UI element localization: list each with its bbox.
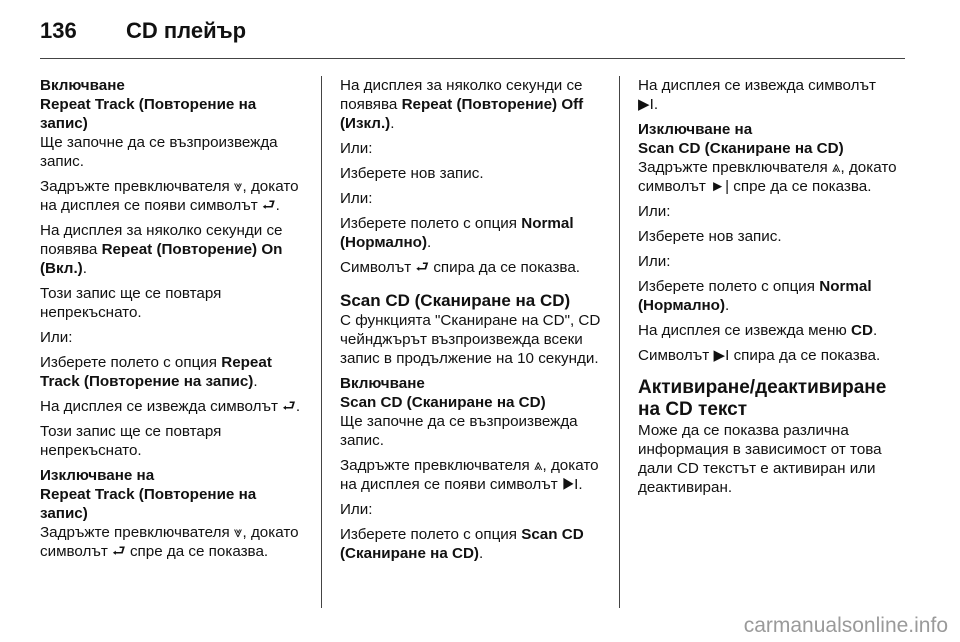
paragraph: Задръжте превключвателя ⩓, докато символът ►| спре да се показва. [638,159,897,195]
page-number: 136 [40,18,77,43]
knob-down-icon: ⩔ [233,178,243,195]
subheading: Repeat Track (Повторение на запис) [40,486,257,522]
repeat-icon: ⮐ [282,398,296,415]
paragraph: Или: [340,190,373,207]
knob-down-icon: ⩔ [233,524,243,541]
scan-icon: ▶I [638,96,654,113]
paragraph: Символът ⮐ спира да се показва. [340,259,580,276]
page-title: CD плейър [126,18,247,43]
paragraph: Изберете полето с опция Scan CD (Сканиране на CD). [340,526,584,562]
paragraph: Изберете нов запис. [638,228,782,245]
play-next-icon: ►| [710,178,730,195]
section-heading: Scan CD (Сканиране на CD) [340,291,571,310]
paragraph: На дисплея се извежда меню CD. [638,322,878,339]
paragraph: На дисплея се извежда символът ⮐. [40,398,301,415]
paragraph: На дисплея се извежда символът ▶I. [638,77,876,113]
paragraph: Задръжте превключвателя ⩓, докато на дисплея се появи символът ▶I. [340,457,599,493]
scan-icon: ▶I [561,476,579,493]
paragraph: Изберете нов запис. [340,165,484,182]
paragraph: Ще започне да се възпроизвежда запис. [40,134,278,170]
paragraph: Задръжте превключвателя ⩔, докато на дисплея се появи символът ⮐. [40,178,299,214]
paragraph: С функцията "Сканиране на CD", CD чейнджърът възпроизвежда всеки запис в продължение на 10 секунди. [340,312,601,367]
knob-up-icon: ⩓ [831,159,841,176]
column-1 [40,76,308,567]
repeat-icon: ⮐ [415,259,430,276]
column-divider-2 [619,76,620,608]
subheading: Изключване на [40,467,155,484]
section-heading: Активиране/деактивиране на CD текст [638,377,887,420]
subheading: Включване [40,77,125,94]
paragraph: Този запис ще се повтаря непрекъснато. [40,423,222,459]
watermark: carmanualsonline.info [743,614,948,637]
paragraph: Може да се показва различна информация в зависимост от това дали CD текстът е активиран или деактивиран. [638,422,882,496]
paragraph: Или: [340,140,373,157]
paragraph: Или: [638,253,671,270]
column-2 [340,76,608,569]
column-3 [638,76,900,503]
subheading: Scan CD (Сканиране на CD) [340,394,546,411]
header-divider [40,58,905,59]
paragraph: Изберете полето с опция Normal (Нормално). [340,215,574,251]
paragraph: Символът ▶I спира да се показва. [638,347,881,364]
paragraph: На дисплея за няколко секунди се появява Repeat (Повторение) Off (Изкл.). [340,77,584,132]
column-divider-1 [321,76,322,608]
paragraph: Ще започне да се възпроизвежда запис. [340,413,578,449]
paragraph: Задръжте превключвателя ⩔, докато символът ⮐ спре да се показва. [40,524,299,560]
knob-up-icon: ⩓ [533,457,543,474]
subheading: Включване [340,375,425,392]
subheading: Изключване на [638,121,753,138]
subheading: Scan CD (Сканиране на CD) [638,140,844,157]
repeat-icon: ⮐ [261,197,276,214]
paragraph: Изберете полето с опция Normal (Нормално). [638,278,872,314]
paragraph: На дисплея за няколко секунди се появява Repeat (Повторение) On (Вкл.). [40,222,283,277]
scan-icon: ▶I [713,347,730,364]
paragraph: Този запис ще се повтаря непрекъснато. [40,285,222,321]
repeat-icon: ⮐ [112,543,126,560]
paragraph: Или: [638,203,671,220]
paragraph: Изберете полето с опция Repeat Track (Повторение на запис). [40,354,272,390]
paragraph: Или: [340,501,373,518]
subheading: Repeat Track (Повторение на запис) [40,96,257,132]
paragraph: Или: [40,329,73,346]
